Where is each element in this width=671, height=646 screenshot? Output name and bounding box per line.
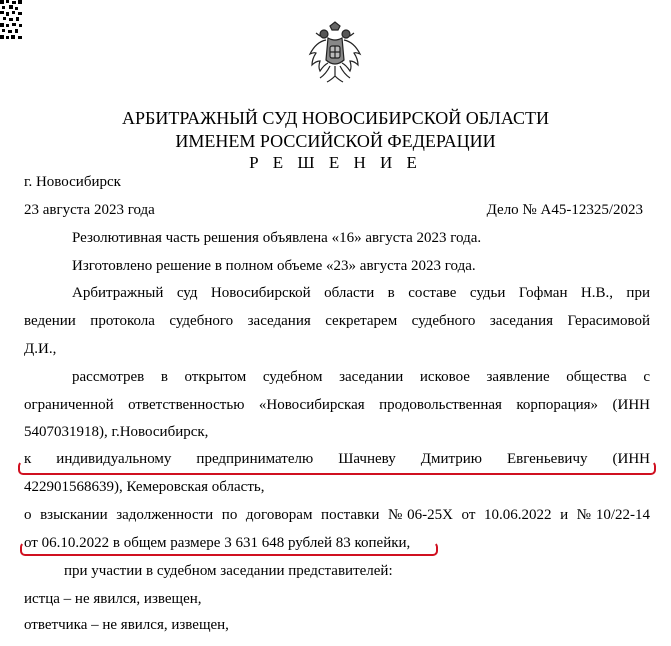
coat-of-arms-icon — [306, 20, 364, 88]
authority-line: ИМЕНЕМ РОССИЙСКОЙ ФЕДЕРАЦИИ — [175, 131, 496, 151]
paragraph-line: 422901568639), Кемеровская область, — [24, 479, 265, 495]
claim-amount-line: от 06.10.2022 в общем размере 3 631 648 рублей 83 копейки, — [24, 535, 411, 551]
paragraph-line: 5407031918), г.Новосибирск, — [24, 424, 209, 440]
red-annotation-underline — [20, 542, 438, 556]
paragraph-line: рассмотрев в открытом судебном заседании исковое заявление общества с — [72, 369, 650, 385]
qr-code-icon — [0, 0, 22, 40]
paragraph-line: Изготовлено решение в полном объеме «23» августа 2023 года. — [72, 258, 476, 274]
paragraph-line: ответчика – не явился, извещен, — [24, 617, 229, 633]
paragraph-line: при участии в судебном заседании представителей: — [64, 563, 393, 579]
paragraph-line: Резолютивная часть решения объявлена «16» августа 2023 года. — [72, 230, 482, 246]
city: г. Новосибирск — [24, 174, 121, 190]
document-type: Р Е Ш Е Н И Е — [249, 153, 422, 172]
case-number: Дело № А45-12325/2023 — [486, 202, 643, 218]
paragraph-line: о взыскании задолженности по договорам поставки №06-25Х от 10.06.2022 и №10/22-14 — [24, 507, 650, 523]
court-name: АРБИТРАЖНЫЙ СУД НОВОСИБИРСКОЙ ОБЛАСТИ — [122, 108, 549, 128]
defendant-line: к индивидуальному предпринимателю Шачневу Дмитрию Евгеньевичу (ИНН — [24, 451, 650, 467]
decision-date: 23 августа 2023 года — [24, 202, 155, 218]
paragraph-line: истца – не явился, извещен, — [24, 591, 202, 607]
paragraph-line: ведении протокола судебного заседания секретарем судебного заседания Герасимовой — [24, 313, 650, 329]
paragraph-line: Арбитражный суд Новосибирской области в составе судьи Гофман Н.В., при — [72, 285, 650, 301]
paragraph-line: Д.И., — [24, 341, 57, 357]
paragraph-line: ограниченной ответственностью «Новосибирская продовольственная корпорация» (ИНН — [24, 397, 650, 413]
red-annotation-underline — [18, 461, 656, 475]
